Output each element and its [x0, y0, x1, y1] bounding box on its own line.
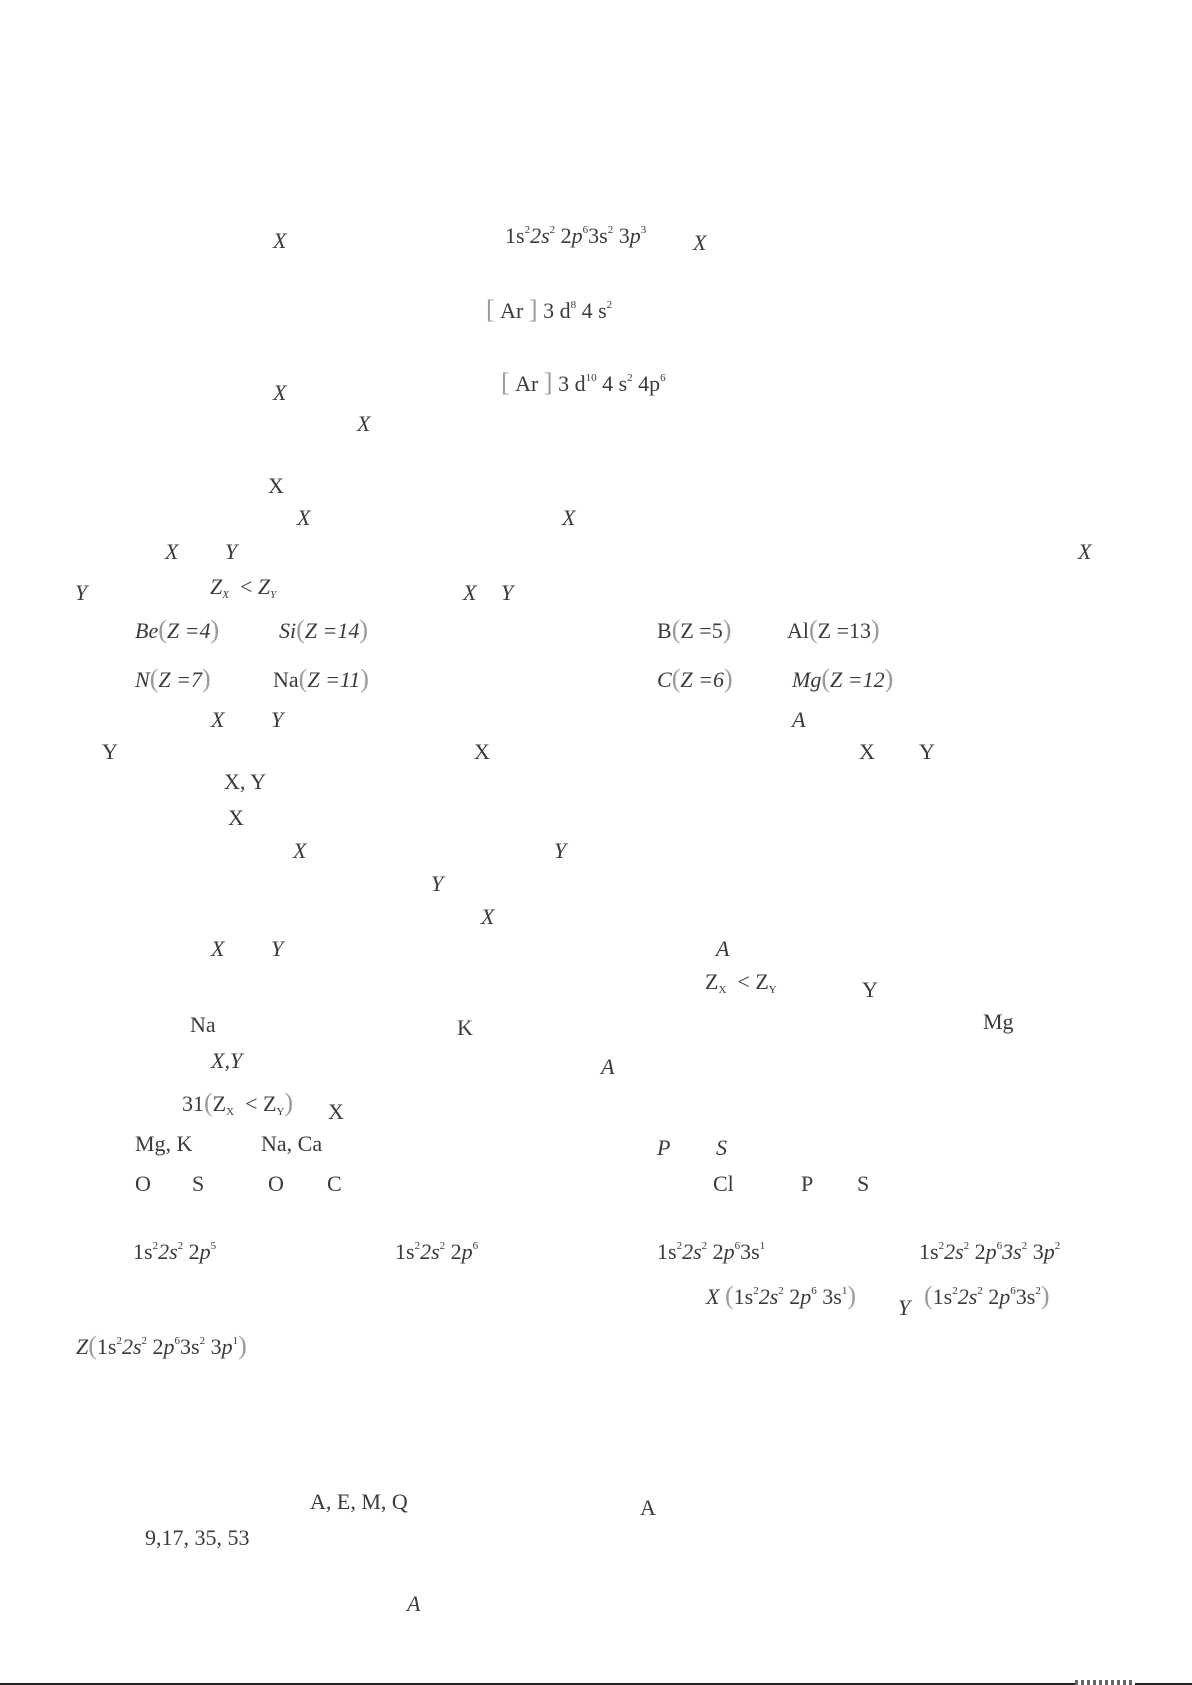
option-d-3: S [857, 1171, 870, 1196]
option-d: Cl [713, 1171, 734, 1196]
var-x: X [228, 805, 244, 830]
option-c: N(Z =7) [135, 664, 211, 693]
var-y: Y [431, 871, 444, 896]
option-b-config: $1s^22s^2$ $2p^6$ [395, 1239, 479, 1264]
element-list: A, E, M, Q [310, 1489, 408, 1514]
var-y: Y [75, 580, 88, 605]
var-x: X [859, 739, 875, 764]
var-xy: X, Y [224, 769, 266, 794]
var-y: Y [225, 539, 238, 564]
footer-mark [1075, 1680, 1135, 1685]
var-x: X [273, 228, 287, 253]
var-y: Y [919, 739, 935, 764]
option-c-2: Na(Z =11) [273, 664, 369, 693]
atomic-number-compare: $Z_X < Z_Y$ [705, 969, 777, 996]
option-a: Mg, K [135, 1131, 193, 1156]
var-y: Y [102, 739, 118, 764]
element-k: K [457, 1015, 473, 1040]
element-na: Na [190, 1012, 216, 1037]
answer-a: A [792, 707, 806, 732]
x-config: X ($1s^22s^2$ $2p^6$ $3s^1$) [706, 1281, 856, 1310]
var-y: Y [271, 936, 284, 961]
var-x: X [293, 838, 307, 863]
var-x: X [328, 1099, 344, 1124]
atomic-number-compare: $Z_X < Z_Y$ [210, 574, 277, 601]
var-x: X [693, 230, 707, 255]
answer-a: A [601, 1054, 615, 1079]
element-mg: Mg [983, 1009, 1014, 1034]
option-c-4: C [327, 1171, 342, 1196]
atomic-number-sum: $31(Z_X < Z_Y)$ [182, 1088, 294, 1118]
var-x: X [273, 380, 287, 405]
var-x: X [211, 936, 225, 961]
var-xy: X,Y [211, 1048, 243, 1073]
option-b-2: S [716, 1135, 727, 1160]
answer-a: A [716, 936, 730, 961]
var-x: X [357, 411, 371, 436]
electron-config: [ Ar ] 3 $d^8$ 4 $s^2$ [486, 295, 613, 324]
option-c: O [135, 1171, 151, 1196]
option-a-config: $1s^22s^2$ $2p^5$ [133, 1239, 217, 1264]
option-d: C(Z =6) [657, 664, 733, 693]
electron-config: $1s^22s^2$ $2p^63s^2$ $3p^3$ [505, 223, 647, 248]
option-d-config: $1s^22s^2$ $2p^63s^2$ $3p^2$ [919, 1239, 1061, 1264]
var-x: X [297, 505, 311, 530]
option-c-2: S [192, 1171, 205, 1196]
var-y: Y [898, 1295, 911, 1320]
option-b: P [657, 1135, 671, 1160]
option-a: Be(Z =4) [135, 615, 220, 644]
z-config: $Z(1s^22s^2$ $2p^63s^2$ $3p^1$) [76, 1331, 247, 1360]
var-y: Y [271, 707, 284, 732]
option-d-2: P [801, 1171, 814, 1196]
atomic-numbers: 9,17, 35, 53 [145, 1525, 250, 1550]
var-x: X [1078, 539, 1092, 564]
var-x: X [463, 580, 477, 605]
option-d-2: Mg(Z =12) [792, 664, 894, 693]
option-c-3: O [268, 1171, 284, 1196]
answer-a: A [407, 1591, 421, 1616]
var-x: X [481, 904, 495, 929]
var-y: Y [554, 838, 567, 863]
var-y: Y [501, 580, 514, 605]
option-a-2: Si(Z =14) [279, 615, 369, 644]
var-x: X [268, 473, 284, 498]
option-c-config: $1s^22s^2$ $2p^63s^1$ [657, 1239, 766, 1264]
var-x: X [211, 707, 225, 732]
option-a-2: Na, Ca [261, 1131, 323, 1156]
electron-config: [ Ar ] 3 $d^{10}$ 4 $s^2$ $4p^6$ [501, 368, 666, 397]
answer-a: A [640, 1495, 656, 1520]
var-y: Y [862, 977, 878, 1002]
option-b: B(Z =5) [657, 615, 732, 644]
option-b-2: Al(Z =13) [787, 615, 880, 644]
var-x: X [474, 739, 490, 764]
y-config: ($1s^22s^2$ $2p^63s^2$) [924, 1281, 1050, 1310]
var-x: X [562, 505, 576, 530]
var-x: X [165, 539, 179, 564]
